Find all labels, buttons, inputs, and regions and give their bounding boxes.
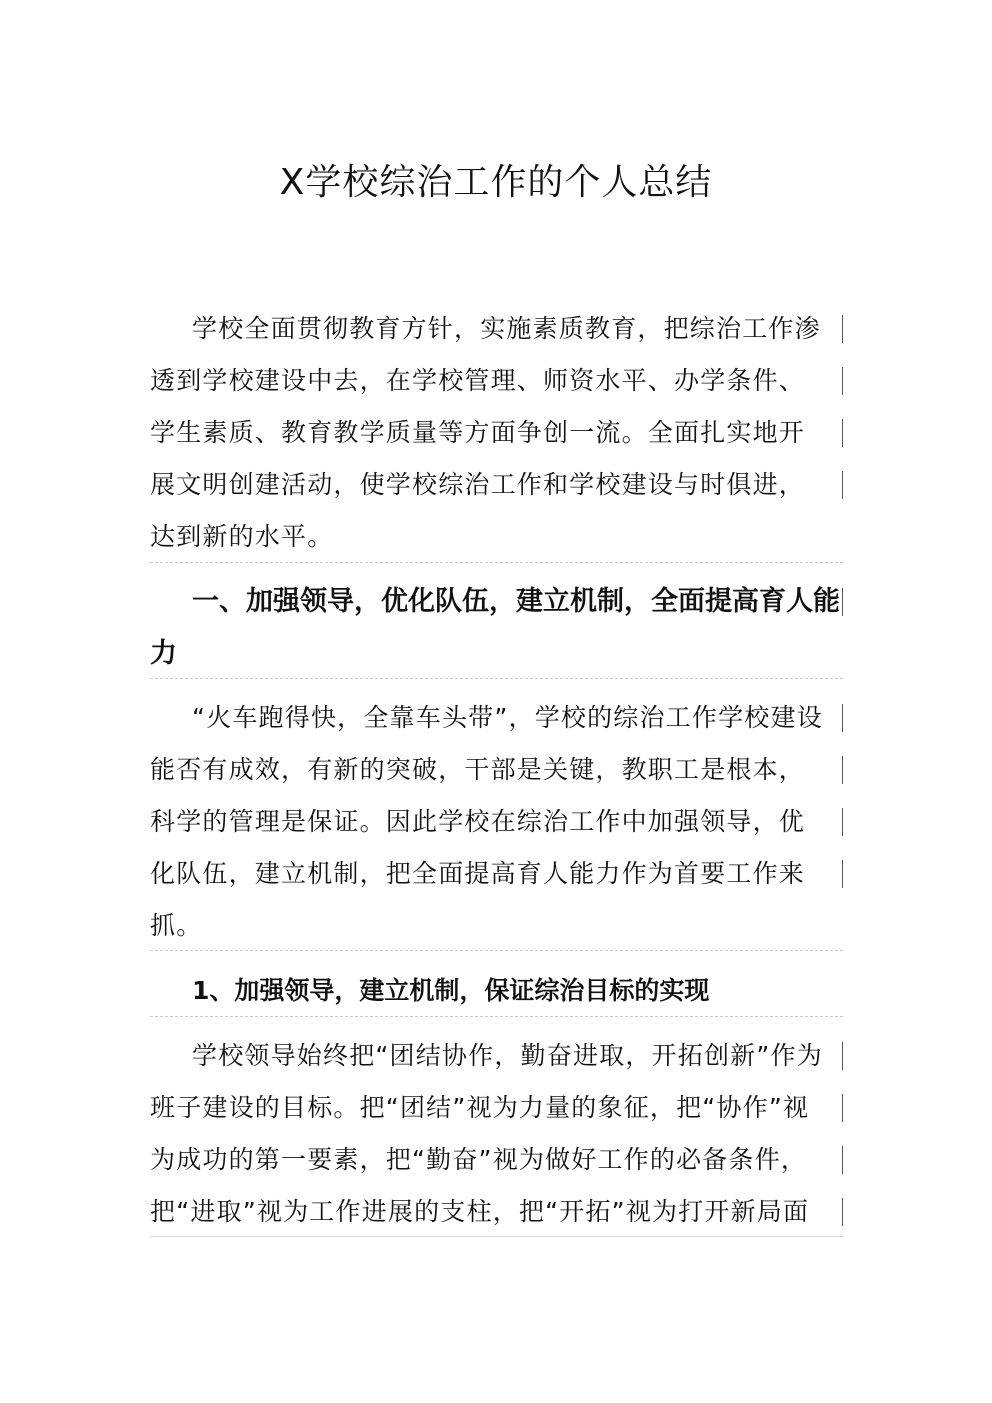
line-edge-mark	[842, 808, 843, 836]
paragraph-line: 为成功的第一要素，把“勤奋”视为做好工作的必备条件，	[150, 1134, 843, 1186]
paragraph-line: 科学的管理是保证。因此学校在综治工作中加强领导，优	[150, 796, 843, 848]
paragraph-separator	[150, 562, 843, 563]
line-edge-mark	[842, 704, 843, 732]
paragraph-line: 展文明创建活动，使学校综治工作和学校建设与时俱进，	[150, 459, 843, 511]
line-edge-mark	[842, 588, 843, 616]
paragraph-line: 班子建设的目标。把“团结”视为力量的象征，把“协作”视	[150, 1082, 843, 1134]
line-edge-mark	[842, 756, 843, 784]
paragraph-line: 能否有成效，有新的突破，干部是关键，教职工是根本，	[150, 744, 843, 796]
line-edge-mark	[842, 1146, 843, 1174]
paragraph-line: 把“进取”视为工作进展的支柱，把“开拓”视为打开新局面	[150, 1186, 843, 1238]
line-edge-mark	[842, 419, 843, 447]
heading-line: 力	[150, 638, 177, 669]
intro-paragraph	[150, 303, 843, 563]
paragraph-line: 化队伍，建立机制，把全面提高育人能力作为首要工作来	[150, 848, 843, 900]
line-edge-mark	[842, 471, 843, 499]
heading-line: 1、加强领导，建立机制，保证综治目标的实现	[192, 976, 710, 1005]
paragraph-line: 达到新的水平。	[150, 522, 334, 551]
paragraph-line: 学校全面贯彻教育方针，实施素质教育，把综治工作渗	[150, 303, 843, 355]
line-edge-mark	[842, 1198, 843, 1226]
line-edge-mark	[842, 1042, 843, 1070]
line-edge-mark	[842, 315, 843, 343]
paragraph-separator	[150, 678, 843, 679]
paragraph-separator	[150, 1016, 843, 1017]
paragraph-line: 学校领导始终把“团结协作，勤奋进取，开拓创新”作为	[150, 1030, 843, 1082]
line-edge-mark	[842, 860, 843, 888]
paragraph-line: “火车跑得快，全靠车头带”，学校的综治工作学校建设	[150, 692, 843, 744]
subsection-paragraph	[150, 1030, 843, 1238]
section-paragraph	[150, 692, 843, 952]
paragraph-line: 学生素质、教育教学质量等方面争创一流。全面扎实地开	[150, 407, 843, 459]
paragraph-separator	[150, 950, 843, 951]
document-title: X学校综治工作的个人总结	[279, 162, 713, 203]
line-edge-mark	[842, 1094, 843, 1122]
paragraph-separator	[150, 1236, 843, 1237]
section-heading	[150, 576, 843, 680]
paragraph-line: 透到学校建设中去，在学校管理、师资水平、办学条件、	[150, 355, 843, 407]
heading-line: 一、加强领导，优化队伍，建立机制，全面提高育人能	[150, 576, 843, 628]
subsection-heading	[150, 965, 843, 1017]
paragraph-line: 抓。	[150, 911, 203, 940]
line-edge-mark	[842, 367, 843, 395]
